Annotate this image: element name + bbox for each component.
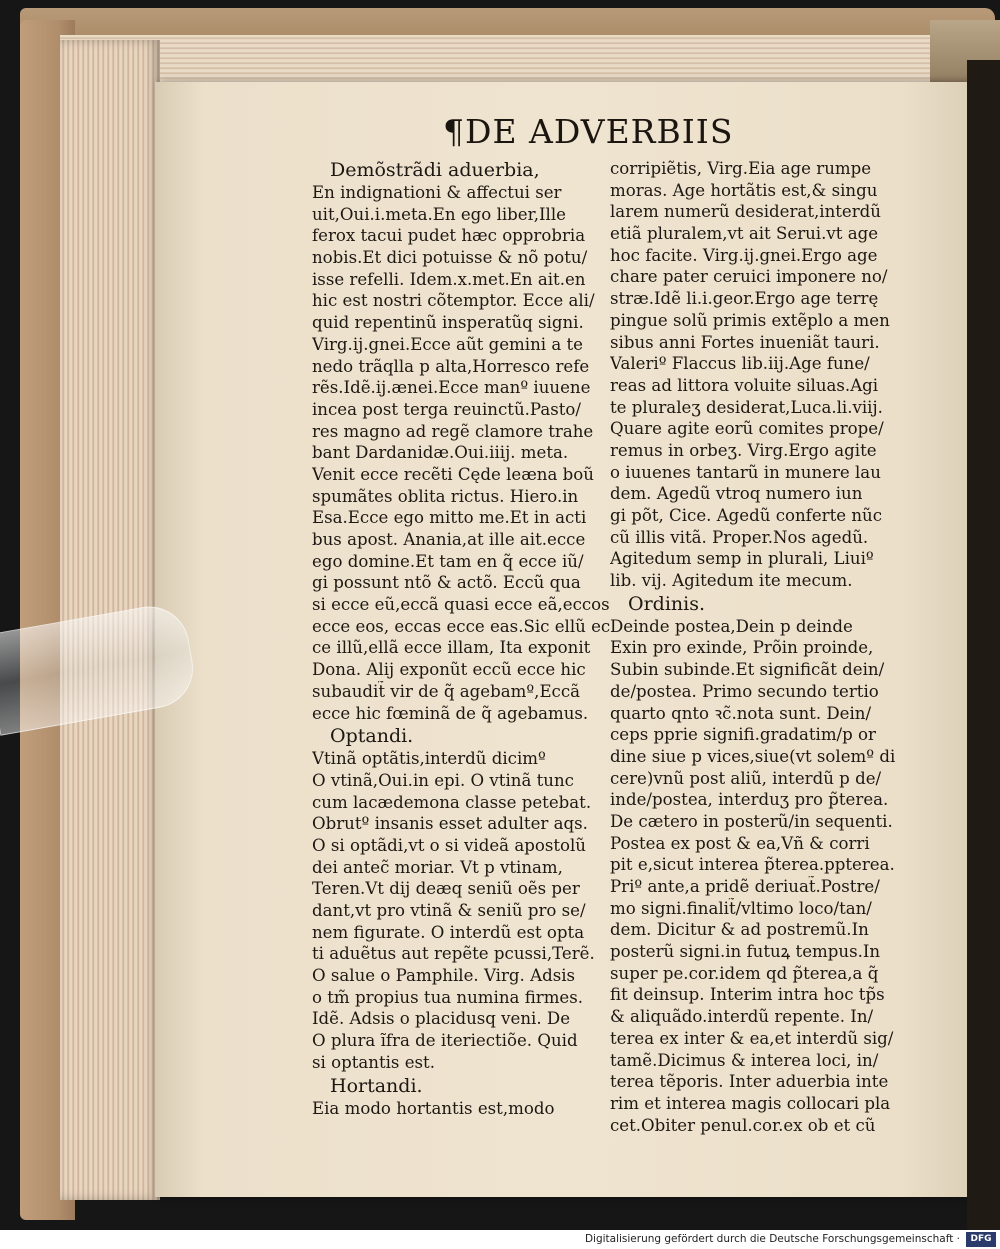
text-line: Idẽ. Adsis o placidusq veni. De — [312, 1009, 571, 1029]
text-line: ecce eos, eccas ecce eas.Sic ellũ ec — [312, 616, 611, 636]
text-line: o iuuenes tantarũ in munere lau — [610, 462, 881, 482]
text-line: nedo trãqlla p alta,Horresco refe — [312, 356, 590, 376]
text-line: Vtinã optãtis,interdũ dicimº — [312, 749, 546, 769]
text-line: cũ illis vitã. Proper.Nos agedũ. — [610, 527, 869, 547]
text-line: lib. vij. Agitedum ite mecum. — [610, 571, 853, 591]
text-line: bus apost. Anania,at ille ait.ecce — [312, 530, 586, 549]
text-line: uit,Oui.i.meta.En ego liber,Ille — [312, 204, 566, 224]
text-line: corripiẽtis, Virg.Eia age rumpe — [610, 159, 872, 178]
text-line: si ecce eũ,eccã quasi ecce eã,eccos — [312, 595, 610, 615]
text-line: chare pater ceruici imponere no/ — [610, 267, 888, 287]
text-line: Obrutº insanis esset adulter aqs. — [312, 814, 588, 834]
text-line: O salue o Pamphile. Virg. Adsis — [312, 966, 576, 986]
section-heading: Demõstrãdi aduerbia, — [330, 159, 540, 181]
text-line: De cætero in posterũ/in sequenti. — [610, 811, 893, 831]
text-line: te pluraleʒ desiderat,Luca.li.viij. — [610, 397, 883, 417]
text-line: ferox tacui pudet hæc opprobria — [312, 226, 586, 246]
text-line: stræ.Idẽ li.i.geor.Ergo age terrę — [610, 289, 879, 309]
text-line: gi põt, Cice. Agedũ conferte nũc — [610, 506, 883, 525]
text-line: remus in orbeʒ. Virg.Ergo agite — [610, 440, 877, 460]
left-text-column — [312, 158, 612, 1119]
text-line: mo signi.finalit̃/vltimo loco/tan/ — [610, 898, 872, 918]
text-line: nobis.Et dici potuisse & nõ potu/ — [312, 248, 588, 268]
footer-credit: Digitalisierung gefördert durch die Deutsche Forschungsgemeinschaft · — [584, 1233, 960, 1245]
text-line: ego domine.Et tam en q̃ ecce iũ/ — [312, 551, 584, 571]
text-line: incea post terga reuinctũ.Pasto/ — [312, 399, 581, 419]
text-line: sibus anni Fortes inueniãt tauri. — [610, 332, 880, 352]
paragraph-mark-icon: ¶ — [443, 112, 465, 151]
section-heading: Ordinis. — [628, 592, 706, 615]
text-line: subaudit̃ vir de q̃ agebamº,Eccã — [312, 681, 581, 701]
text-line: hic est nostri cõtemptor. Ecce ali/ — [312, 291, 595, 311]
text-line: rẽs.Idẽ.ij.ænei.Ecce manº iuuene — [312, 378, 591, 398]
text-line: Teren.Vt dij deæq seniũ oẽs per — [312, 879, 580, 899]
text-line: pingue solũ primis extẽplo a men — [610, 310, 890, 330]
text-line: dine siue p vices,siue(vt solemº di — [610, 746, 896, 766]
text-line: de/postea. Primo secundo tertio — [610, 681, 879, 701]
text-line: Subin subinde.Et significãt dein/ — [610, 660, 885, 680]
right-text-column — [610, 158, 900, 1136]
text-line: inde/postea, interduʒ pro p̃terea. — [610, 790, 889, 810]
text-line: ti aduẽtus aut repẽte pcussi,Terẽ. — [312, 944, 595, 964]
text-line: cum lacædemona classe petebat. — [312, 792, 592, 812]
text-line: dei antec̃ moriar. Vt p vtinam, — [312, 857, 563, 877]
text-line: gi possunt ntõ & actõ. Eccũ qua — [312, 573, 581, 593]
text-line: o tm̃ propius tua numina firmes. — [312, 987, 584, 1007]
running-head-text: DE ADVERBIIS — [465, 112, 734, 151]
dfg-logo: DFG — [966, 1232, 996, 1247]
text-line: isse refelli. Idem.x.met.En ait.en — [312, 269, 586, 289]
text-line: Valeriº Flaccus lib.iij.Age fune/ — [610, 354, 870, 374]
text-line: ceps pprie signifi.gradatim/p or — [610, 725, 876, 745]
text-line: bant Dardanidæ.Oui.iiij. meta. — [312, 443, 569, 463]
text-line: Esa.Ecce ego mitto me.Et in acti — [312, 508, 587, 528]
text-line: terea tẽporis. Inter aduerbia inte — [610, 1072, 889, 1092]
text-line: Priº ante,a pridẽ deriuat̃.Postre/ — [610, 877, 880, 896]
text-line: Dona. Alij exponũt eccũ ecce hic — [312, 660, 586, 680]
text-line: Agitedum semp in plurali, Liuiº — [610, 549, 874, 569]
section-heading: Hortandi. — [330, 1074, 423, 1097]
text-line: Virg.ij.gnei.Ecce aũt gemini a te — [312, 334, 583, 354]
text-line: res magno ad regẽ clamore trahe — [312, 421, 594, 441]
text-line: larem numerũ desiderat,interdũ — [610, 202, 881, 222]
text-line: rim et interea magis collocari pla — [610, 1093, 891, 1113]
text-line: terea ex inter & ea,et interdũ sig/ — [610, 1028, 894, 1048]
text-line: nem figurate. O interdũ est opta — [312, 922, 585, 942]
text-line: Quare agite eorũ comites prope/ — [610, 419, 884, 439]
running-head — [443, 112, 743, 156]
text-line: ecce hic fœminã de q̃ agebamus. — [312, 703, 589, 723]
text-line: Exin pro exinde, Prõin proinde, — [610, 638, 874, 658]
text-line: cere)vnũ post aliũ, interdũ p de/ — [610, 768, 882, 788]
text-line: Eia modo hortantis est,modo — [312, 1098, 555, 1118]
section-heading: Optandi. — [330, 725, 414, 748]
text-line: dem. Dicitur & ad postremũ.In — [610, 920, 869, 940]
text-line: O plura ĩfra de iteriectiõe. Quid — [312, 1031, 578, 1051]
text-line: En indignationi & affectui ser — [312, 183, 562, 202]
footer-bar — [0, 1230, 1000, 1249]
text-line: moras. Age hortãtis est,& singu — [610, 180, 878, 200]
text-line: etiã pluralem,vt ait Serui.vt age — [610, 224, 879, 244]
text-line: O vtinã,Oui.in epi. O vtinã tunc — [312, 770, 574, 790]
text-line: ce illũ,ellã ecce illam, Ita exponit — [312, 638, 591, 658]
text-line: reas ad littora voluite siluas.Agi — [610, 375, 879, 395]
text-line: quarto qnto ꝛc̃.nota sunt. Dein/ — [610, 703, 872, 723]
text-line: pit e,sicut interea p̃terea.ppterea. — [610, 855, 895, 875]
text-line: Deinde postea,Dein p deinde — [610, 616, 853, 636]
text-line: O si optãdi,vt o si videã apostolũ — [312, 835, 586, 855]
text-line: hoc facite. Virg.ij.gnei.Ergo age — [610, 245, 878, 265]
text-line: Postea ex post & ea,Vñ & corri — [610, 833, 870, 853]
text-line: dem. Agedũ vtroq numero iun — [610, 484, 863, 504]
text-line: & aliquãdo.interdũ repente. In/ — [610, 1007, 874, 1027]
text-line: cet.Obiter penul.cor.ex ob et cũ — [610, 1115, 876, 1135]
text-line: super pe.cor.idem qd p̃terea,a q̃ — [610, 963, 879, 983]
text-line: dant,vt pro vtinã & seniũ pro se/ — [312, 901, 586, 920]
text-line: quid repentinũ insperatũq signi. — [312, 313, 584, 333]
text-line: si optantis est. — [312, 1052, 436, 1072]
text-line: tamẽ.Dicimus & interea loci, in/ — [610, 1050, 879, 1070]
text-line: fit deinsup. Interim intra hoc tp̃s — [610, 985, 885, 1005]
book-gutter — [967, 60, 1000, 1230]
text-line: posterũ signi.in futuꝝ tempus.In — [610, 942, 881, 962]
text-line: spumãtes oblita rictus. Hiero.in — [312, 486, 579, 506]
text-line: Venit ecce recẽti Cęde leæna boũ — [312, 464, 594, 484]
